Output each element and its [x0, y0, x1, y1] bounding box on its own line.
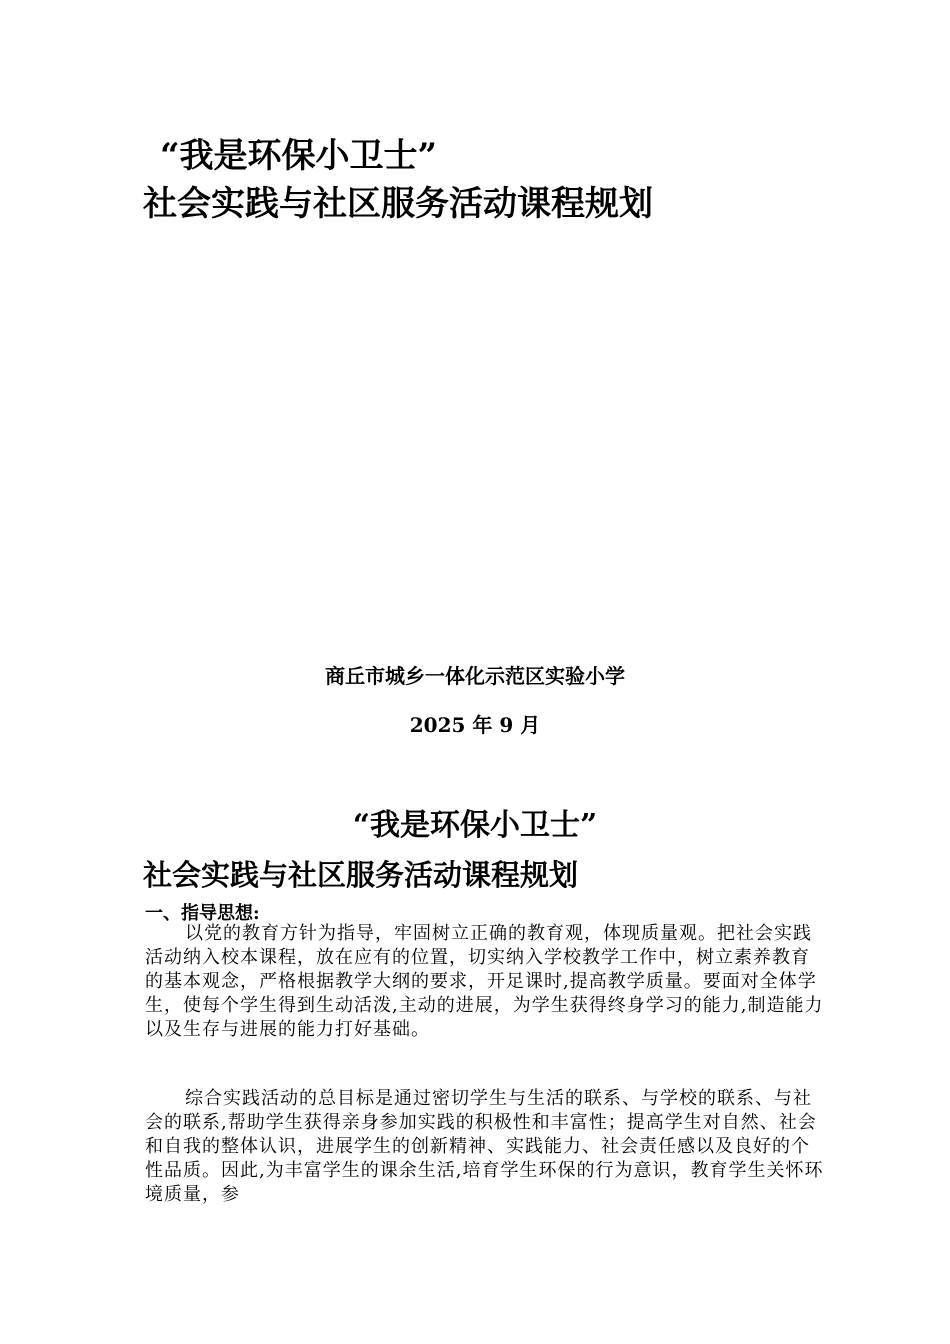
cover-title-line1: “我是环保小卫士” [160, 136, 438, 176]
document-title-line1: “我是环保小卫士” [352, 808, 598, 843]
cover-school-name: 商丘市城乡一体化示范区实验小学 [325, 664, 625, 688]
cover-date: 2025 年 9 月 [409, 713, 541, 737]
cover-title-line2: 社会实践与社区服务活动课程规划 [143, 184, 653, 224]
document-title-line2: 社会实践与社区服务活动课程规划 [143, 858, 579, 892]
section-heading: 一、指导思想: [145, 903, 260, 924]
paragraph-2: 综合实践活动的总目标是通过密切学生与生活的联系、与学校的联系、与社会的联系,帮助学生获得亲身参加实践的积极性和丰富性；提高学生对自然、社会和自我的整体认识，进展学生的创新精神、实践能力、社会责任感以及良好的个性品质。因此,为丰富学生的课余生活,培育学生环保的行为意识，教育学生关怀环境质量，参 [145, 1088, 824, 1205]
paragraph-1: 以党的教育方针为指导，牢固树立正确的教育观，体现质量观。把社会实践活动纳入校本课程，放在应有的位置，切实纳入学校教学工作中，树立素养教育的基本观念，严格根据教学大纲的要求，开足课时,提高教学质量。要面对全体学生，使每个学生得到生动活泼,主动的进展，为学生获得终身学习的能力,制造能力以及生存与进展的能力打好基础。 [145, 923, 824, 1040]
